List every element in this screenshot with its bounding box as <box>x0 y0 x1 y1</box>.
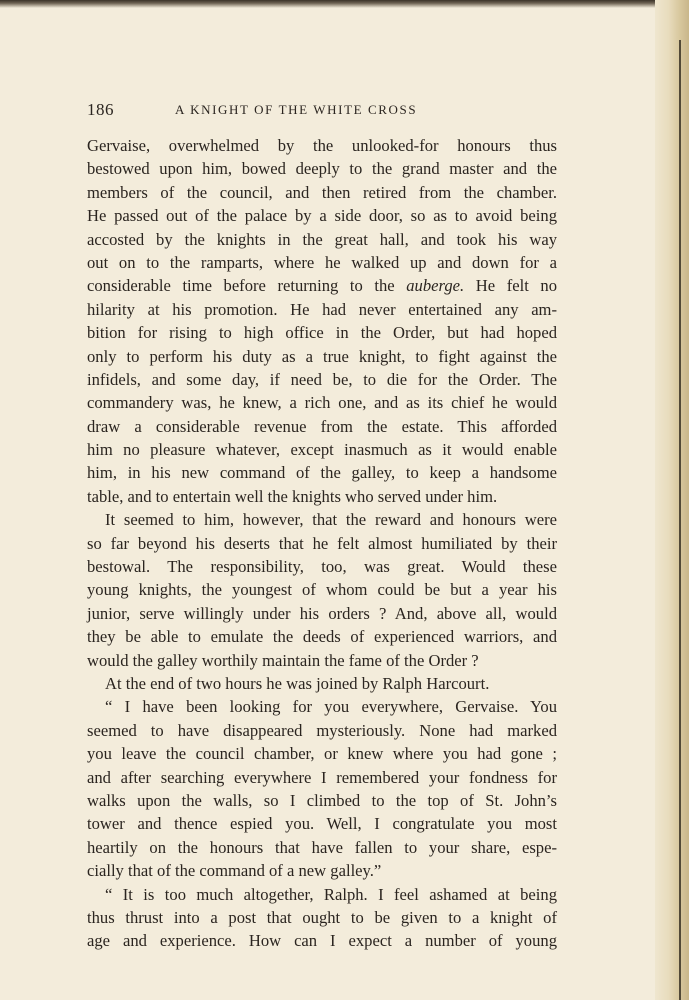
text-line: only to perform his duty as a true knight, to fight against the <box>87 346 557 366</box>
text-line: “ I have been looking for you everywhere, Gervaise. You <box>105 697 557 717</box>
text-line: cially that of the command of a new galley.” <box>87 861 382 881</box>
text-line: him no pleasure whatever, except inasmuch as it would enable <box>87 440 557 460</box>
text-line: tower and thence espied you. Well, I congratulate you most <box>87 814 557 834</box>
text-line: out on to the ramparts, where he walked up and down for a <box>87 252 557 272</box>
text-line: infidels, and some day, if need be, to die for the Order. The <box>87 369 557 389</box>
text-line: and after searching everywhere I remembered your fondness for <box>87 767 557 787</box>
text-line: He passed out of the palace by a side door, so as to avoid being <box>87 206 557 226</box>
text-fragment: He felt no <box>475 276 557 296</box>
text-line: commandery was, he knew, a rich one, and as its chief he would <box>87 393 557 413</box>
text-line: would the galley worthily maintain the fame of the Order ? <box>87 650 479 670</box>
text-line: It seemed to him, however, that the reward and honours were <box>105 510 557 530</box>
text-line: accosted by the knights in the great hall, and took his way <box>87 229 557 249</box>
text-line: heartily on the honours that have fallen to your share, espe- <box>87 837 557 857</box>
text-line: you leave the council chamber, or knew where you had gone ; <box>87 744 557 764</box>
text-line: young knights, the youngest of whom could be but a year his <box>87 580 557 600</box>
text-line: they be able to emulate the deeds of experienced warriors, and <box>87 627 557 647</box>
running-title: A KNIGHT OF THE WHITE CROSS <box>175 102 418 117</box>
page-number: 186 <box>87 100 114 119</box>
page-edge <box>655 0 689 1000</box>
text-line: hilarity at his promotion. He had never entertained any am- <box>87 299 557 319</box>
text-line: bestowal. The responsibility, too, was great. Would these <box>87 557 557 577</box>
text-line: age and experience. How can I expect a number of young <box>87 931 557 951</box>
text-line: Gervaise, overwhelmed by the unlooked-for honours thus <box>87 136 557 155</box>
text-line: thus thrust into a post that ought to be given to a knight of <box>87 907 557 927</box>
text-line: “ It is too much altogether, Ralph. I feel ashamed at being <box>105 884 557 904</box>
text-line: bestowed upon him, bowed deeply to the grand master and the <box>87 159 557 179</box>
italic-word: auberge. <box>406 276 465 296</box>
text-line: table, and to entertain well the knights who served under him. <box>87 486 498 506</box>
text-line: bition for rising to high office in the Order, but had hoped <box>87 323 557 343</box>
text-line: him, in his new command of the galley, to keep a handsome <box>87 463 557 483</box>
page-edge-line <box>679 40 681 1000</box>
page-top-shadow <box>0 0 689 8</box>
text-line: junior, serve willingly under his orders ? And, above all, would <box>87 603 557 623</box>
text-line: draw a considerable revenue from the estate. This afforded <box>87 416 557 436</box>
text-line: so far beyond his deserts that he felt almost humiliated by their <box>87 533 557 553</box>
text-line: walks upon the walls, so I climbed to the top of St. John’s <box>87 790 557 810</box>
text-line: At the end of two hours he was joined by Ralph Harcourt. <box>105 673 490 693</box>
body-text <box>87 134 557 953</box>
text-line-with-italic <box>87 274 557 297</box>
text-fragment: considerable time before returning to the <box>87 276 395 296</box>
text-line: members of the council, and then retired from the chamber. <box>87 182 557 202</box>
running-head <box>87 100 557 122</box>
text-line: seemed to have disappeared mysteriously. None had marked <box>87 720 557 740</box>
